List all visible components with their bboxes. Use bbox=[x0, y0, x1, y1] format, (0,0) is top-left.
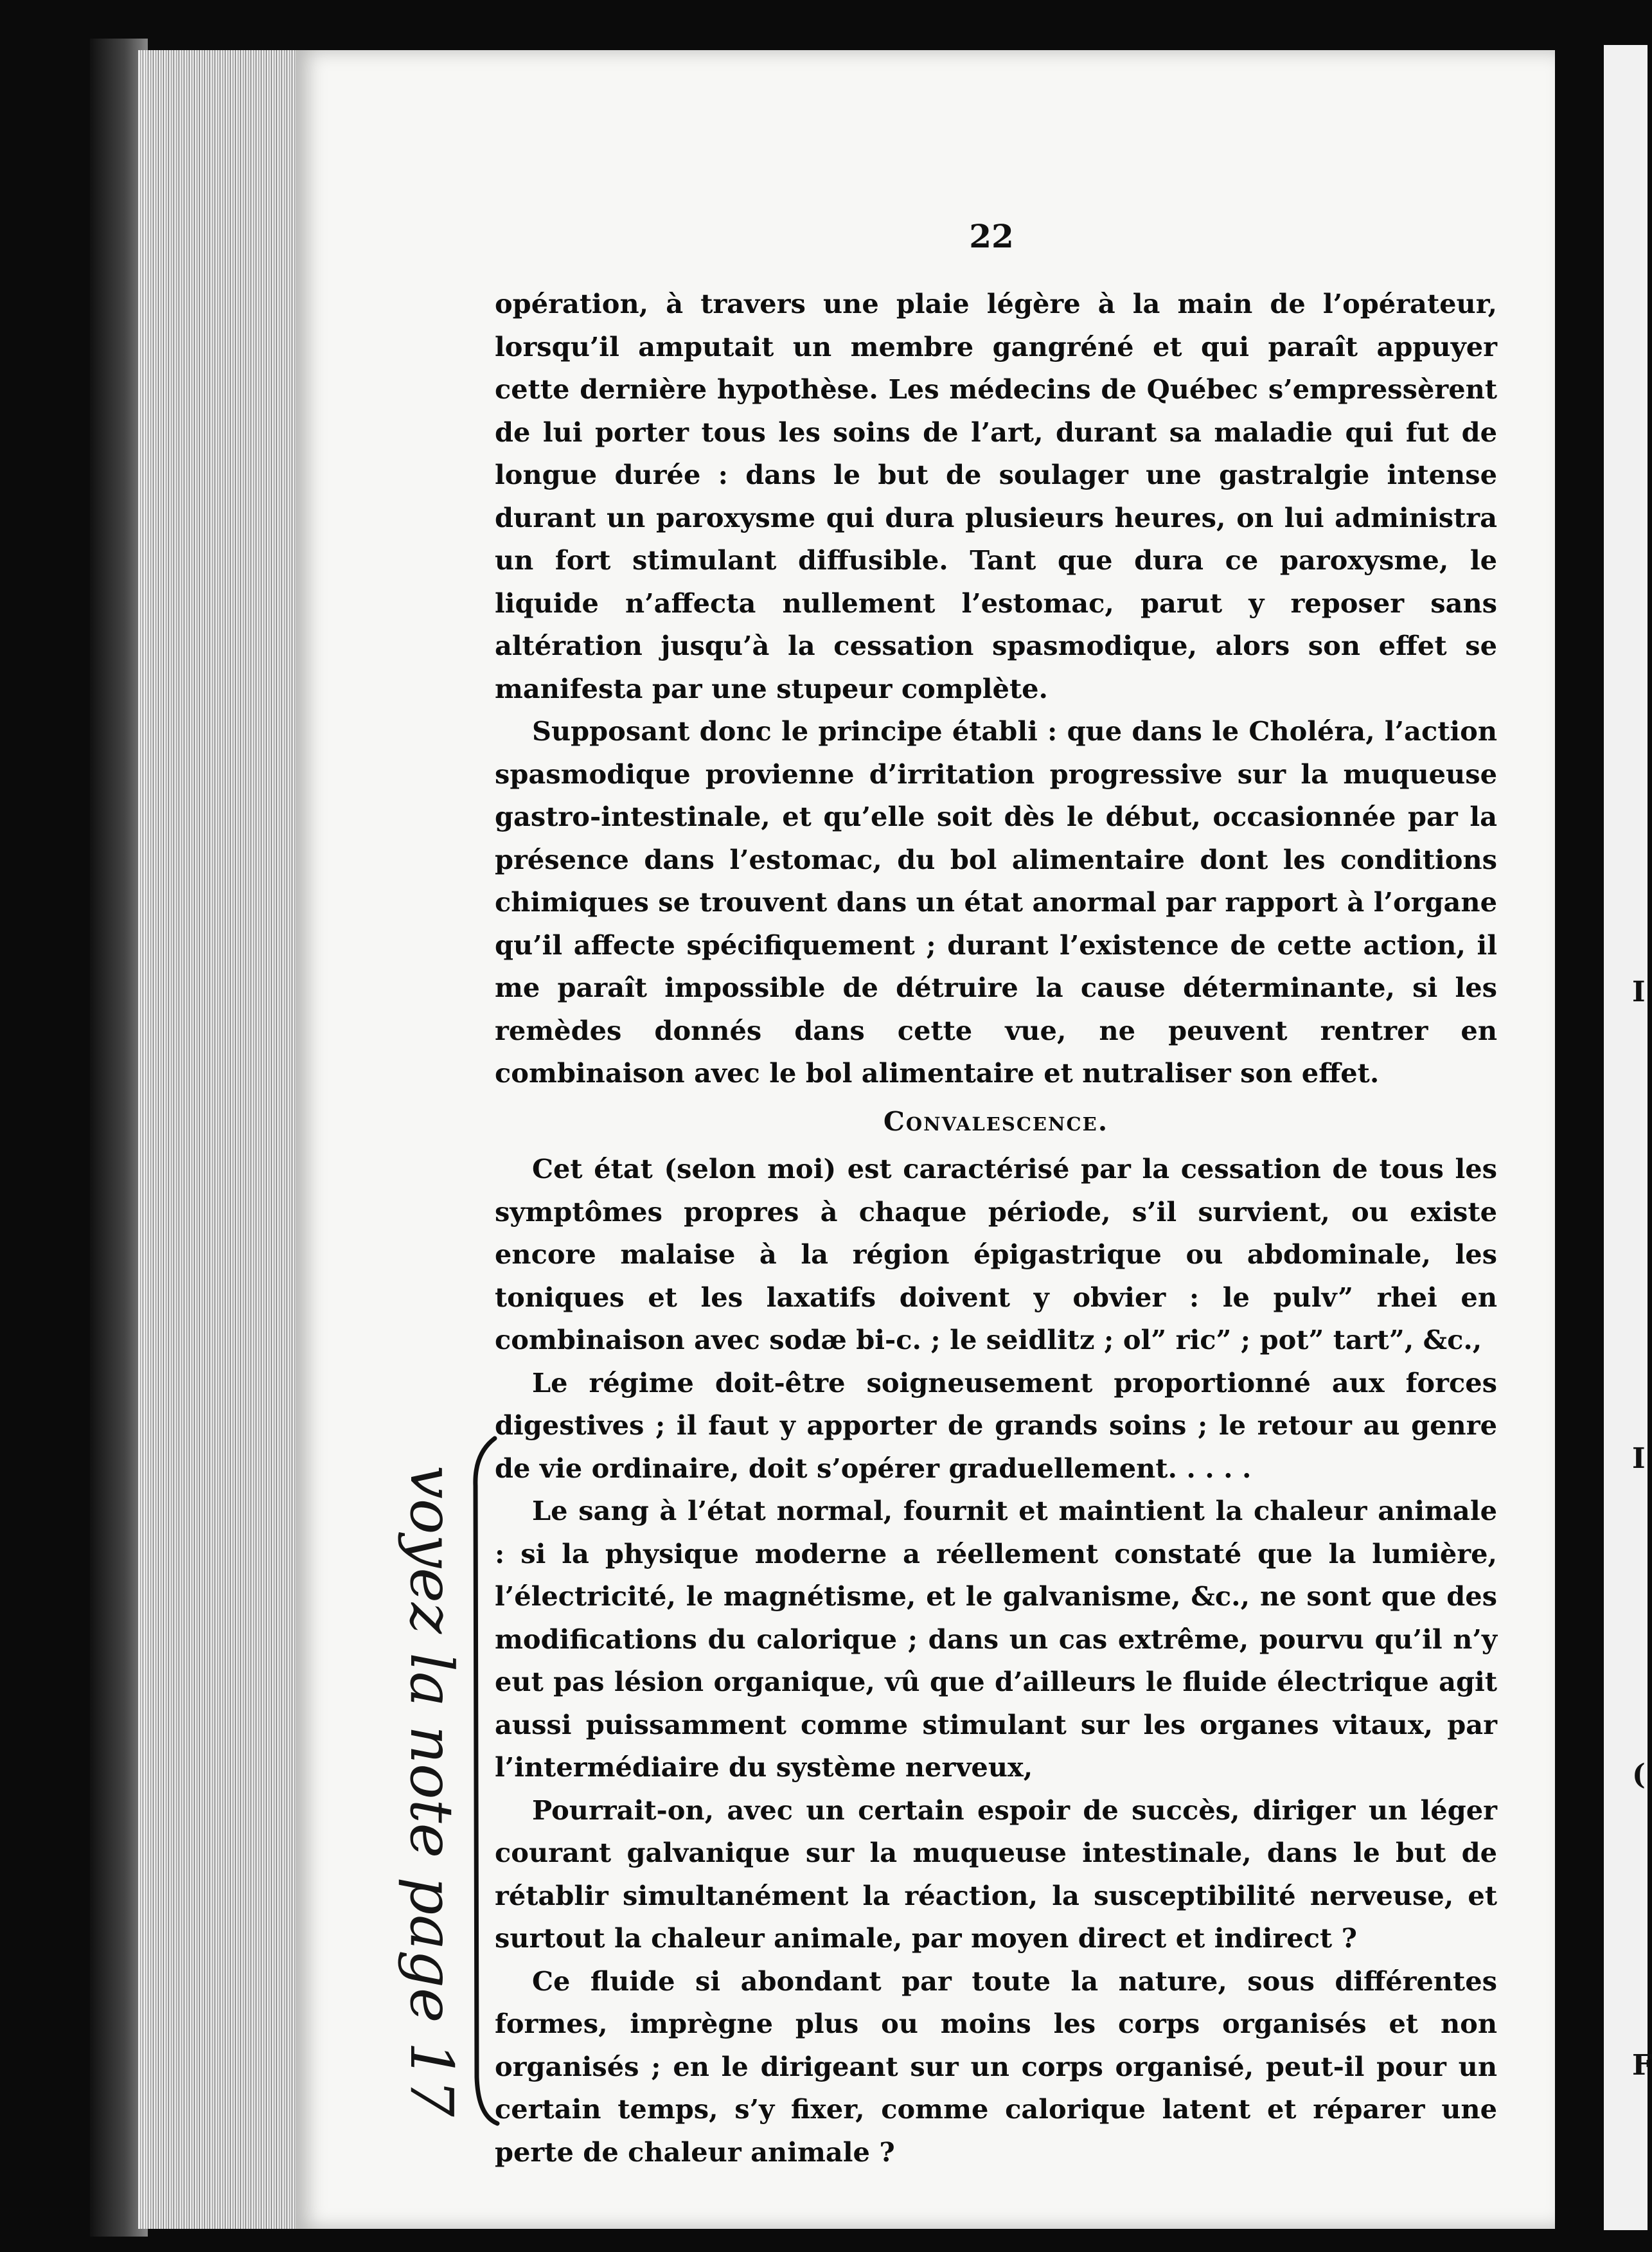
next-page-letter: F bbox=[1632, 2049, 1652, 2082]
section-heading: Convalescence. bbox=[883, 1105, 1109, 1137]
margin-note-text: voyez la note page 17 bbox=[397, 1465, 466, 2117]
next-page-letter: ( bbox=[1632, 1758, 1646, 1791]
paragraph: Le régime doit-être soigneusement proportionné aux forces digestives ; il faut y apporter de grands soins ; le retour au genre de vie ordinaire, doit s’opérer graduellement. . . . . bbox=[495, 1366, 1497, 1484]
next-page-letter: I bbox=[1632, 976, 1646, 1008]
paragraph: Le sang à l’état normal, fournit et maintient la chaleur animale : si la physique moderne a réellement constaté que la lumière, l’électricité, le magnétisme, et le galvanisme, &c., ne sont que des modifications du calorique ; dans un cas extrême, pourvu qu’il n’y eut pas lésion organique, vû que d’ailleurs le fluide électrique agit aussi puissamment comme stimulant sur les organes vitaux, par l’intermédiaire du système nerveux, bbox=[495, 1495, 1497, 1783]
next-page-sliver bbox=[1604, 45, 1648, 2230]
next-page-letter: I bbox=[1632, 1442, 1646, 1475]
page-edges bbox=[138, 50, 299, 2229]
paragraph: Ce fluide si abondant par toute la nature, sous différentes formes, imprègne plus ou moins les corps organisés et non organisés ; en le dirigeant sur un corps organisé, peut-il pour un certain temps, s’y fixer, comme calorique latent et réparer une perte de chaleur animale ? bbox=[495, 1965, 1497, 2168]
handwritten-bracket bbox=[469, 1434, 500, 2127]
body-text bbox=[495, 283, 1497, 2174]
page-number: 22 bbox=[969, 217, 1014, 255]
paragraph: Supposant donc le principe établi : que dans le Choléra, l’action spasmodique provienne d’irritation progressive sur la muqueuse gastro-intestinale, et qu’elle soit dès le début, occasionnée par la présence dans l’estomac, du bol alimentaire dont les conditions chimiques se trouvent dans un état anormal par rapport à l’organe qu’il affecte spécifiquement ; durant l’existence de cette action, il me paraît impossible de détruire la cause déterminante, si les remèdes donnés dans cette vue, ne peuvent rentrer en combinaison avec le bol alimentaire et nutraliser son effet. bbox=[495, 715, 1497, 1089]
paragraph: Cet état (selon moi) est caractérisé par la cessation de tous les symptômes propres à chaque période, s’il survient, ou existe encore malaise à la région épigastrique ou abdominale, les toniques et les laxatifs doivent y obvier : le pulv” rhei en combinaison avec sodæ bi-c. ; le seidlitz ; ol” ric” ; pot” tart”, &c., bbox=[495, 1153, 1497, 1355]
paragraph: Pourrait-on, avec un certain espoir de succès, diriger un léger courant galvanique sur la muqueuse intestinale, dans le but de rétablir simultanément la réaction, la susceptibilité nerveuse, et surtout la chaleur animale, par moyen direct et indirect ? bbox=[495, 1794, 1497, 1954]
handwritten-margin-note bbox=[334, 1452, 466, 2121]
paragraph: opération, à travers une plaie légère à la main de l’opérateur, lorsqu’il amputait un membre gangréné et qui paraît appuyer cette dernière hypothèse. Les médecins de Québec s’empressèrent de lui porter tous les soins de l’art, durant sa maladie qui fut de longue durée : dans le but de soulager une gastralgie intense durant un paroxysme qui dura plusieurs heures, on lui administra un fort stimulant diffusible. Tant que dura ce paroxysme, le liquide n’affecta nullement l’estomac, parut y reposer sans altération jusqu’à la cessation spasmodique, alors son effet se manifesta par une stupeur complète. bbox=[495, 288, 1497, 704]
